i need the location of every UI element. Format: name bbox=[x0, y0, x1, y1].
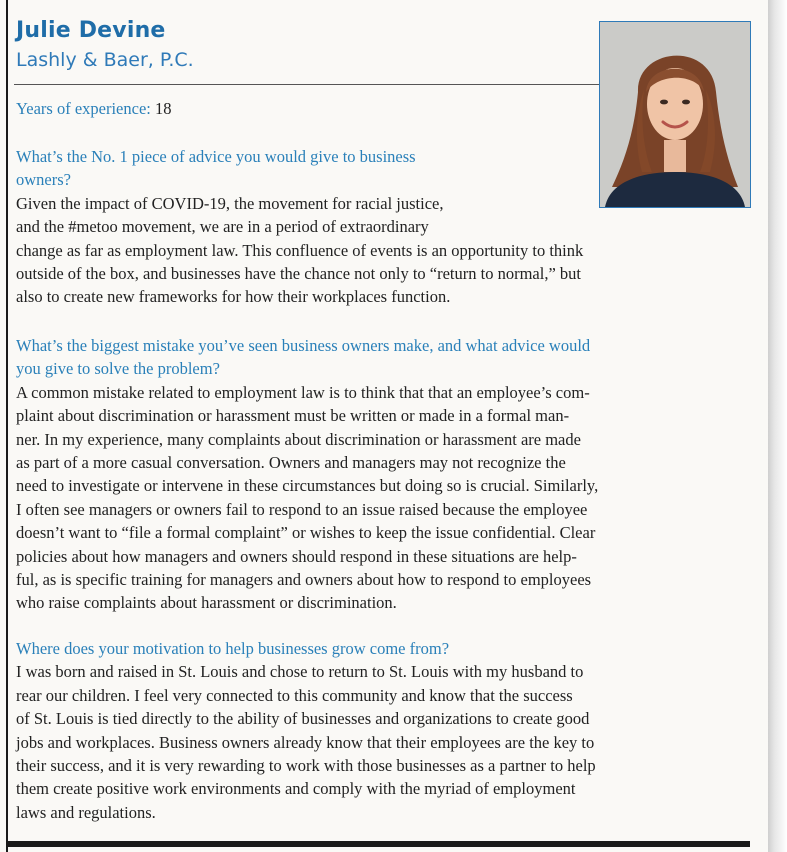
answer-line: their success, and it is very rewarding to work with those businesses as a partner to help bbox=[16, 756, 596, 776]
question-line: What’s the biggest mistake you’ve seen business owners make, and what advice would bbox=[16, 336, 591, 355]
answer-line: need to investigate or intervene in these circumstances but doing so is crucial. Similarly, bbox=[16, 476, 599, 496]
header-divider bbox=[14, 84, 600, 85]
answer-line: of St. Louis is tied directly to the ability of businesses and organizations to create good bbox=[16, 709, 590, 729]
question-3 bbox=[16, 637, 746, 660]
qa-section-1 bbox=[16, 145, 746, 309]
answer-line: doesn’t want to “file a formal complaint” or wishes to keep the issue confidential. Clear bbox=[16, 523, 596, 543]
answer-line: laws and regulations. bbox=[16, 802, 156, 822]
answer-line: and the #metoo movement, we are in a period of extraordinary bbox=[16, 217, 429, 237]
answer-line: policies about how managers and owners should respond in these situations are help- bbox=[16, 546, 577, 566]
question-line: you give to solve the problem? bbox=[16, 359, 220, 379]
experience-value: 18 bbox=[154, 99, 172, 118]
question-line: What’s the No. 1 piece of advice you would give to business bbox=[16, 147, 416, 166]
left-border-rule bbox=[6, 0, 8, 852]
answer-line: rear our children. I feel very connected to this community and know that the success bbox=[16, 685, 573, 705]
answer-line: ful, as is specific training for managers and owners about how to respond to employees bbox=[16, 570, 592, 590]
answer-line: outside of the box, and businesses have the chance not only to “return to normal,” but bbox=[16, 264, 581, 284]
experience-label: Years of experience: bbox=[16, 99, 151, 118]
answer-line: Given the impact of COVID-19, the movement for racial justice, bbox=[16, 193, 444, 213]
qa-section-3 bbox=[16, 637, 746, 824]
answer-line: plaint about discrimination or harassment must be written or made in a formal man- bbox=[16, 406, 570, 426]
answer-line: jobs and workplaces. Business owners already know that their employees are the key to bbox=[16, 732, 595, 752]
bottom-border-rule bbox=[6, 841, 750, 847]
experience-line bbox=[16, 99, 171, 119]
profile-firm: Lashly & Baer, P.C. bbox=[16, 49, 194, 71]
answer-line: I was born and raised in St. Louis and chose to return to St. Louis with my husband to bbox=[16, 662, 584, 682]
answer-line: I often see managers or owners fail to respond to an issue raised because the employee bbox=[16, 499, 588, 519]
answer-line: A common mistake related to employment law is to think that that an employee’s com- bbox=[16, 382, 590, 402]
question-line: Where does your motivation to help businesses grow come from? bbox=[16, 639, 450, 658]
answer-line: them create positive work environments and comply with the myriad of employment bbox=[16, 779, 576, 799]
answer-line: who raise complaints about harassment or discrimination. bbox=[16, 593, 397, 613]
question-2 bbox=[16, 334, 746, 381]
answer-line: change as far as employment law. This confluence of events is an opportunity to think bbox=[16, 240, 584, 260]
answer-line: as part of a more casual conversation. Owners and managers may not recognize the bbox=[16, 453, 566, 473]
answer-3 bbox=[16, 660, 746, 824]
answer-1 bbox=[16, 192, 746, 309]
profile-name: Julie Devine bbox=[16, 18, 166, 43]
answer-line: ner. In my experience, many complaints about discrimination or harassment are made bbox=[16, 429, 581, 449]
question-line: owners? bbox=[16, 170, 71, 190]
answer-line: also to create new frameworks for how their workplaces function. bbox=[16, 287, 451, 307]
answer-2 bbox=[16, 381, 746, 615]
question-1 bbox=[16, 145, 746, 192]
qa-section-2 bbox=[16, 334, 746, 615]
page-curl-edge bbox=[768, 0, 787, 852]
